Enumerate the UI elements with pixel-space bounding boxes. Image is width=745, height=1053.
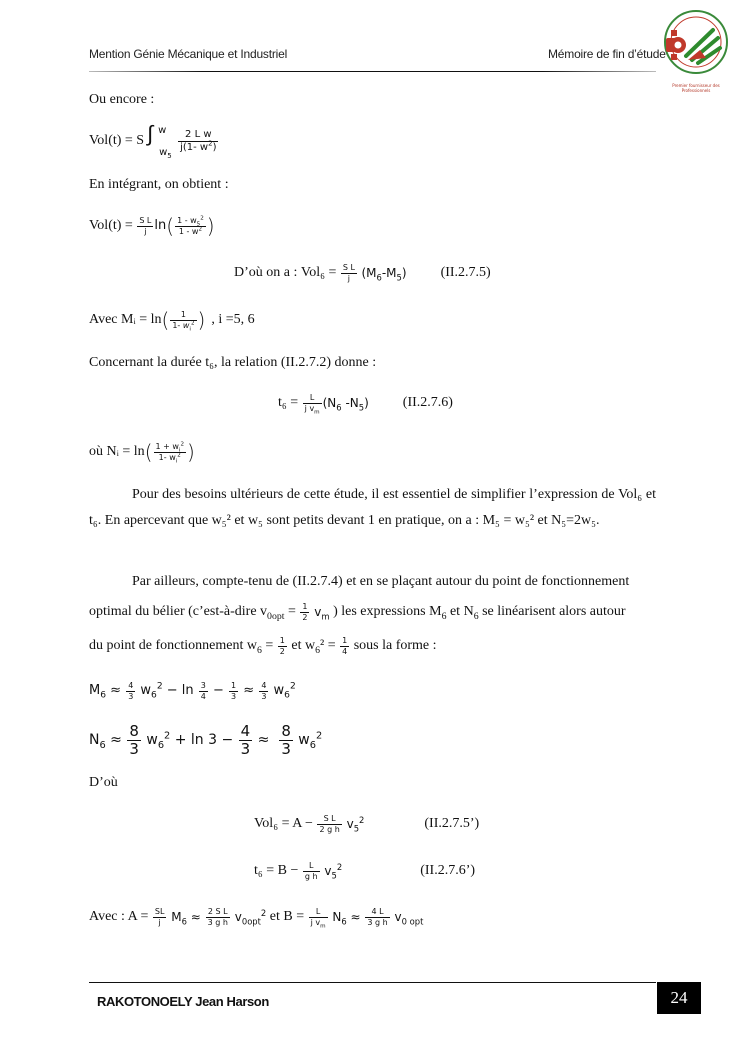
text-en-integrant: En intégrant, on obtient : xyxy=(89,177,229,192)
equation-vol6-linear-lhs: Vol₆ = A − xyxy=(254,816,313,831)
text-avec-a: Avec : A = xyxy=(89,909,149,924)
school-logo xyxy=(658,8,734,93)
equation-tag-ii-2-7-6-prime: (II.2.7.6’) xyxy=(420,863,476,878)
equation-mi-definition: Avec Mᵢ = ln ( $\frac{1}{1- w_i^2}$ ) , i =5, 6 xyxy=(89,308,255,333)
equation-t6-linear: t₆ = B − $\frac{L}{\text{g h}}$ $v_5^2$ (II.2.7.6’) xyxy=(254,860,476,881)
text-concernant: Concernant la durée t₆, la relation (II.2.7.2) donne : xyxy=(89,355,377,370)
equation-n6-approx: $N_6$ ≈ $\frac{8}{3}$ $w_6^2 + \ln 3$ − $\frac{4}{3}$ ≈ $\frac{8}{3}$ $w_6^2$ xyxy=(89,721,323,758)
equation-t6: t₆ = $\frac{L}{j v_m}$ ($N_6$ $-N_5$) (II.2.7.6) xyxy=(278,392,453,416)
equation-t6-lhs: t₆ = xyxy=(278,395,299,410)
equation-ni-definition: où Nᵢ = ln ( $\frac{1 + w_i^2}{1- w_i^2}$ ) xyxy=(89,440,195,465)
logo-caption: Premier fournisseur des Professionnels xyxy=(672,83,720,93)
text-i-range: , i =5, 6 xyxy=(211,312,255,327)
header-right: Mémoire de fin d’étude xyxy=(548,47,666,61)
footer-author: RAKOTONOELY Jean Harson xyxy=(97,994,269,1009)
text-ou-ni: où Nᵢ = ln xyxy=(89,444,145,459)
paragraph-simplification-text: Pour des besoins ultérieurs de cette étude, il est essentiel de simplifier l’expression de Vol₆ et t₆. En apercevant que w₅² et w₅ sont petits devant 1 en pratique, on a : M₅ = w₅² et N₅=2w₅. xyxy=(89,487,656,528)
page-number-box xyxy=(657,982,701,1014)
text-dou-on-a: D’où on a : xyxy=(234,265,298,280)
equation-vol6-lhs: Vol₆ = xyxy=(300,265,337,280)
equation-vol-ln-lhs: Vol(t) = xyxy=(89,218,133,233)
equation-t6-linear-lhs: t₆ = B − xyxy=(254,863,299,878)
paragraph-linearisation-line2: optimal du bélier (c’est-à-dire $v_{0opt}$ = $\frac{1}{2}$ $v_m$ ) les expressions $M_6$ et $N_6$ se linéarisent alors autour xyxy=(89,601,626,622)
text-avec-mi: Avec Mᵢ = ln xyxy=(89,312,162,327)
logo-seal-icon xyxy=(658,8,734,78)
equation-tag-ii-2-7-5-prime: (II.2.7.5’) xyxy=(424,816,480,831)
paragraph-linearisation-line3: du point de fonctionnement $w_6$ = $\frac{1}{2}$ et $w_6^2$ = $\frac{1}{4}$ sous la forme : xyxy=(89,635,437,656)
equation-vol-integral-lhs: Vol(t) = S xyxy=(89,133,145,148)
header-rule xyxy=(89,71,656,72)
header-left: Mention Génie Mécanique et Industriel xyxy=(89,47,288,61)
text-et-b: et B = xyxy=(269,909,305,924)
equation-tag-ii-2-7-6: (II.2.7.6) xyxy=(402,395,453,410)
equation-vol6-linear: Vol₆ = A − $\frac{\text{S L}}{\text{2 g h}}$ $v_5^2$ (II.2.7.5’) xyxy=(254,813,480,834)
equation-vol-integral: Vol(t) = S ∫ w $w_5$ $\frac{\text{2 L w}}{j(1- w^2)}$ xyxy=(89,122,217,160)
paragraph-simplification xyxy=(89,482,656,534)
footer-rule xyxy=(89,982,656,983)
equation-a-b-definitions: Avec : A = $\frac{SL}{j}$ $M_6$ ≈ $\frac{\text{2 S L}}{\text{3 g h}}$ $v_{0opt}^2$ et B = $\frac{L}{j v_m}$ $N_6$ ≈ $\frac{4 L}{\text{3 g h}}$ $v_{0 opt}$ xyxy=(89,906,424,930)
page-number: 24 xyxy=(670,988,688,1007)
equation-vol6: D’où on a : Vol₆ = $\frac{\text{S L}}{j}$ $(M_6-M_5)$ (II.2.7.5) xyxy=(234,262,491,283)
equation-vol-ln: Vol(t) = $\frac{\text{S L}}{j}$ ln ( $\frac{1 - w_5^2}{1 - w^2}$ ) xyxy=(89,214,215,238)
equation-m6-approx: $M_6$ ≈ $\frac{4}{3}$ $w_6^2 - \ln$ $\frac{3}{4}$ − $\frac{1}{3}$ ≈ $\frac{4}{3}$ $w_6^2$ xyxy=(89,680,296,701)
equation-tag-ii-2-7-5: (II.2.7.5) xyxy=(440,265,491,280)
paragraph-linearisation-line1: Par ailleurs, compte-tenu de (II.2.7.4) et en se plaçant autour du point de fonctionnement xyxy=(132,574,630,589)
text-dou: D’où xyxy=(89,775,118,790)
text-ou-encore: Ou encore : xyxy=(89,92,155,107)
